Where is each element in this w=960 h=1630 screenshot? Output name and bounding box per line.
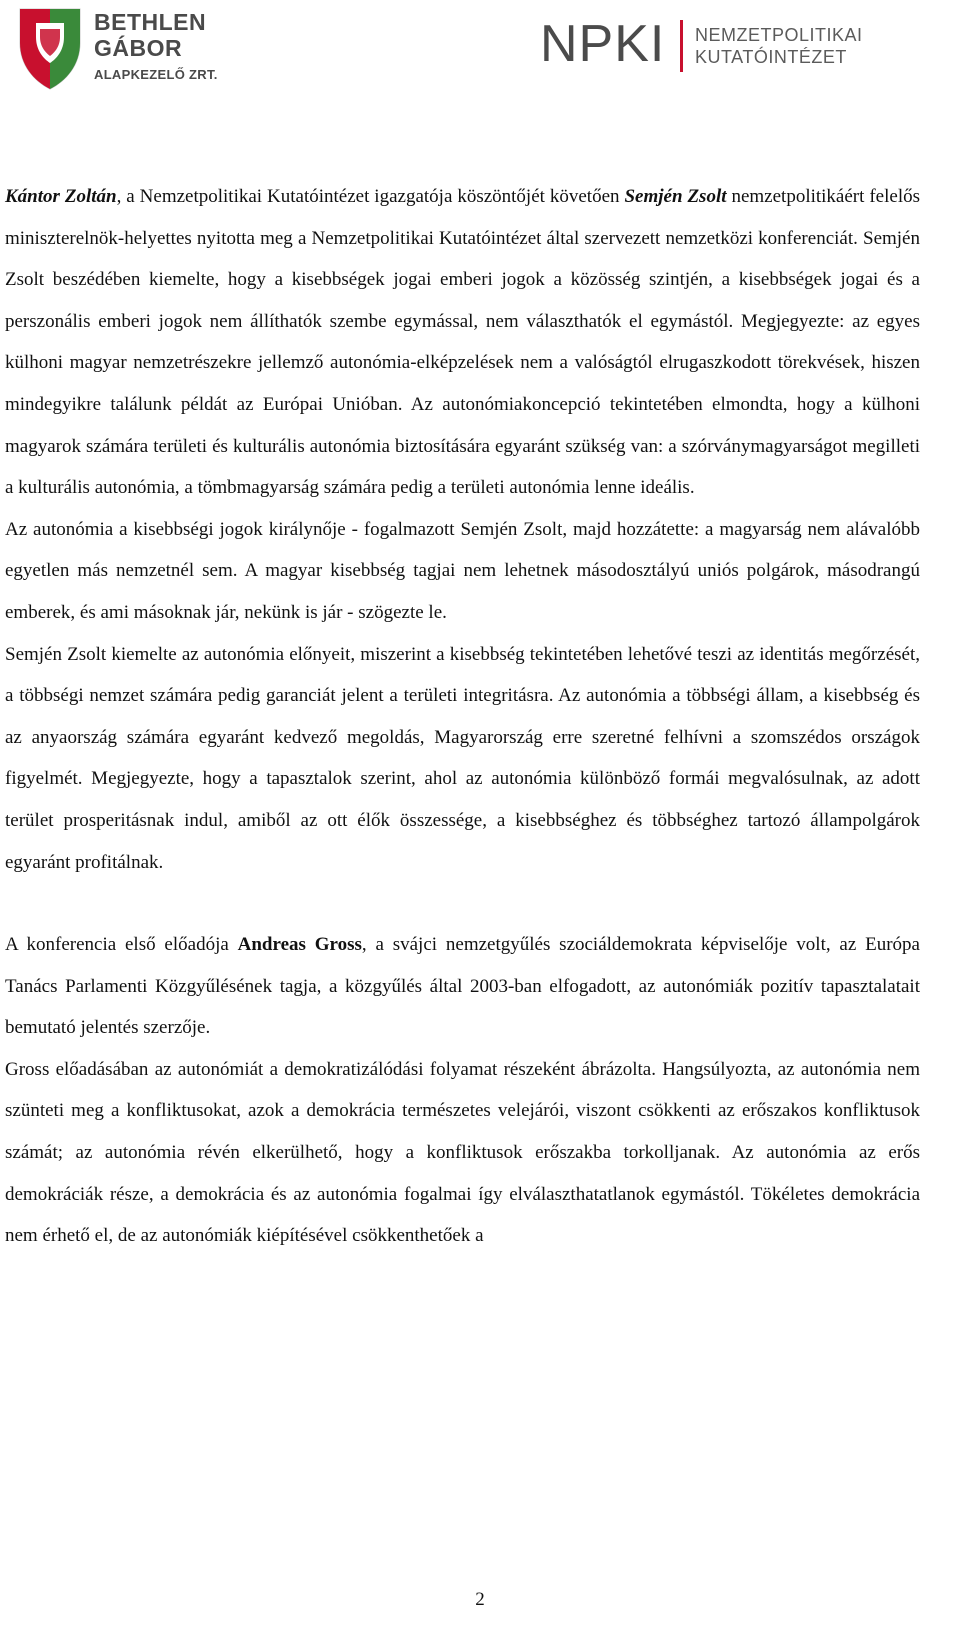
paragraph-text: nemzetpolitikáért felelős miniszterelnök-helyettes nyitotta meg a Nemzetpolitikai Kutatóintézet által szervezett nemzetközi konferenciát. Semjén Zsolt beszédében kiemelte, hogy a kisebbségek jogai emberi jogok a közösség szintjén, a kisebbségek jogai és a perszonális emberi jogok nem állíthatók szembe egymással, nem választhatók el egymástól. Megjegyezte: az egyes külhoni magyar nemzetrészekre jellemző autonómia-elképzelések nem a valóságtól elrugaszkodott törekvések, hiszen mindegyikre találunk példát az Európai Unióban. Az autonómiakoncepció tekintetében elmondta, hogy a külhoni magyarok számára területi és kulturális autonómia biztosítására egyaránt szükség van: a szórványmagyarságot megilleti a kulturális autonómia, a tömbmagyarság számára pedig a területi autonómia lenne ideális.	[5, 186, 920, 499]
paragraph-text: , a svájci nemzetgyűlés szociáldemokrata képviselője volt, az Európa Tanács Parlamenti Közgyűlésének tagja, a közgyűlés által 2003-ban elfogadott, az autonómiák pozitív tapasztalatait bemutató jelentés szerzője.	[5, 934, 920, 1039]
logo-line-3: ALAPKEZELŐ ZRT.	[94, 67, 218, 82]
paragraph-2: Az autonómia a kisebbségi jogok királynője - fogalmazott Semjén Zsolt, majd hozzátette: a magyarság nem alávalóbb egyetlen más nemzetnél sem. A magyar kisebbség tagjai nem lehetnek másodosztályú uniós polgárok, másodrangú emberek, és ami másoknak jár, nekünk is jár - szögezte le.	[5, 518, 920, 623]
speaker-name: Kántor Zoltán	[5, 186, 117, 207]
npki-name-line-2: KUTATÓINTÉZET	[695, 47, 847, 67]
page-number: 2	[475, 1589, 485, 1610]
paragraph-text: , a Nemzetpolitikai Kutatóintézet igazgatója köszöntőjét követően	[116, 186, 625, 207]
logo-divider	[680, 20, 683, 72]
speaker-name: Semjén Zsolt	[624, 186, 727, 207]
logo-line-2: GÁBOR	[94, 35, 183, 61]
paragraph-3: Semjén Zsolt kiemelte az autonómia előnyeit, miszerint a kisebbség tekintetében lehetővé teszi az identitás megőrzését, a többségi nemzet számára pedig garanciát jelent a területi integritásra. Az autonómia a többségi állam, a kisebbség és az anyaország számára egyaránt kedvező megoldás, Magyarország erre szeretné felhívni a szomszédos országok figyelmét. Megjegyezte, hogy a tapasztalok szerint, ahol az autonómia különböző formái megvalósulnak, az adott terület prosperitásnak indul, amiből az ott élők összessége, a kisebbséghez és többséghez tartozó állampolgárok egyaránt profitálnak.	[5, 643, 920, 873]
npki-name-line-1: NEMZETPOLITIKAI	[695, 25, 863, 45]
bethlen-gabor-logo	[16, 3, 236, 93]
paragraph-4	[5, 924, 920, 1049]
shield-icon	[16, 3, 84, 91]
paragraph-text: A konferencia első előadója	[5, 934, 238, 956]
npki-abbreviation: NPKI	[540, 15, 666, 73]
article-body	[5, 176, 920, 1257]
logo-line-1: BETHLEN	[94, 9, 207, 35]
paragraph-5: Gross előadásában az autonómiát a demokratizálódási folyamat részeként ábrázolta. Hangsúlyozta, az autonómia nem szünteti meg a konfliktusokat, azok a demokrácia természetes velejárói, viszont csökkenti az erőszakos konfliktusok számát; az autonómia révén elkerülhető, hogy a konfliktusok erőszakba torkolljanak. Az autonómia az erős demokráciák része, a demokrácia és az autonómia fogalmai így elválaszthatatlanok egymástól. Tökéletes demokrácia nem érhető el, de az autonómiák kiépítésével csökkenthetőek a	[5, 1058, 920, 1247]
paragraph-1	[5, 176, 920, 509]
npki-logo	[540, 10, 940, 90]
speaker-name: Andreas Gross	[237, 934, 362, 956]
npki-full-name	[695, 24, 863, 68]
page-header	[0, 0, 960, 100]
